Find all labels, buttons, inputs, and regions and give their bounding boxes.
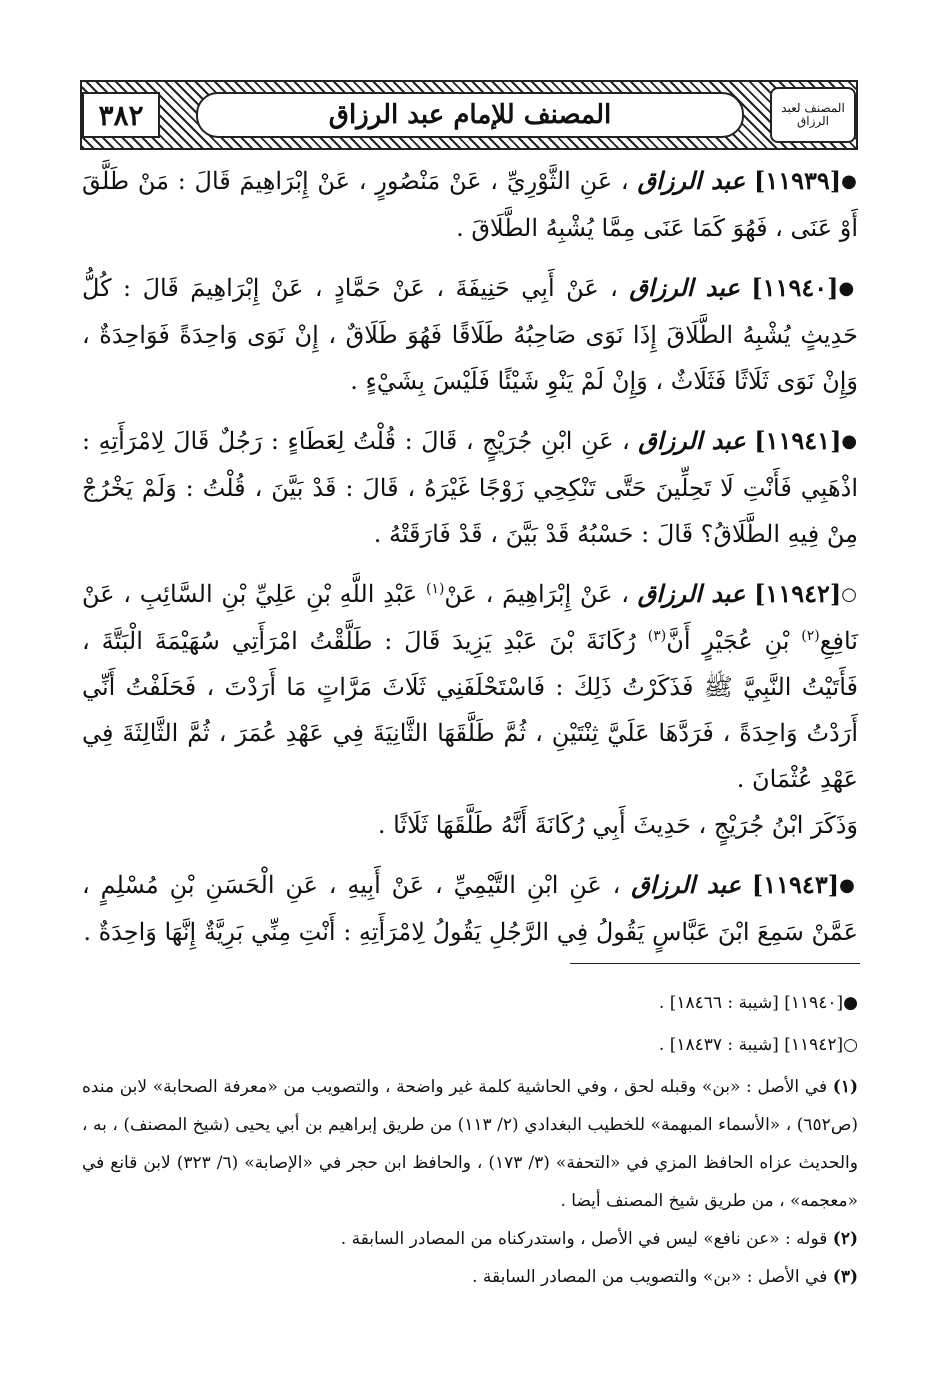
page-number: ٣٨٢ <box>82 92 160 138</box>
hadith-11940 <box>82 265 858 404</box>
footnote-ref-3[interactable]: (٣) <box>647 628 667 644</box>
footnote-text: قوله : «عن نافع» ليس في الأصل ، واستدركناه من المصادر السابقة . <box>340 1229 828 1249</box>
footnote-1 <box>82 1068 858 1220</box>
narrator-name: عبد الرزاق <box>637 579 746 608</box>
bullet-marker: ● <box>841 171 858 192</box>
hadith-text-c: بْنِ عُجَيْرٍ أَنَّ <box>666 627 790 655</box>
source-reference <box>82 1026 858 1064</box>
footnote-label: (٢) <box>832 1229 858 1249</box>
footnote-label: (١) <box>832 1077 858 1097</box>
hadith-number: [١١٩٤٣] <box>751 870 840 899</box>
bullet-marker: ● <box>838 278 859 299</box>
source-reference <box>82 984 858 1022</box>
bullet-marker: ● <box>843 993 858 1013</box>
hadith-text: ، عَنِ ابْنِ التَّيْمِيِّ ، عَنْ أَبِيهِ ، عَنِ الْحَسَنِ بْنِ مُسْلِمٍ ، عَمَّنْ سَمِعَ ابْنَ عَبَّاسٍ يَقُولُ فِي الرَّجُلِ يَقُولُ لِامْرَأَتِهِ : أَنْتِ مِنِّي بَرِيَّةٌ إِنَّهَا وَاحِدَةٌ . <box>82 871 858 946</box>
footnote-text: في الأصل : «بن» والتصويب من المصادر السابقة . <box>472 1267 828 1287</box>
footnote-ref-2[interactable]: (٢) <box>801 628 820 644</box>
hadith-11941 <box>82 418 858 557</box>
title-emblem: المصنف لعبد الرزاق <box>770 87 856 143</box>
footnote-2 <box>82 1220 858 1258</box>
narrator-name: عبد الرزاق <box>629 273 740 302</box>
hadith-text: ، عَنْ أَبِي حَنِيفَةَ ، عَنْ حَمَّادٍ ، عَنْ إِبْرَاهِيمَ قَالَ : كُلُّ حَدِيثٍ يُشْبِهُ الطَّلَاقَ إِذَا نَوَى صَاحِبُهُ طَلَاقًا فَهُوَ طَلَاقٌ ، إِنْ نَوَى وَاحِدَةً فَوَاحِدَةٌ ، وَإِنْ نَوَى ثَلَاثًا فَثَلَاثٌ ، وَإِنْ لَمْ يَنْوِ شَيْئًا فَلَيْسَ بِشَيْءٍ . <box>82 274 858 395</box>
footnote-divider <box>570 963 860 964</box>
footnote-text: في الأصل : «بن» وقبله لحق ، وفي الحاشية كلمة غير واضحة ، والتصويب من «معرفة الصحابة» لابن منده (ص٦٥٢) ، «الأسماء المبهمة» للخطيب البغدادي (٢/ ١١٣) من طريق إبراهيم بن أبي يحيى (شيخ المصنف) ، به ، والحديث عزاه الحافظ المزي في «التحفة» (٣/ ١٧٣) ، والحافظ ابن حجر في «الإصابة» (٦/ ٣٢٣) لابن قانع في «معجمه» ، من طريق شيخ المصنف أيضا . <box>82 1077 858 1211</box>
circle-marker: ○ <box>843 1035 858 1055</box>
hadith-text: ، عَنِ الثَّوْرِيِّ ، عَنْ مَنْصُورٍ ، عَنْ إِبْرَاهِيمَ قَالَ : مَنْ طَلَّقَ أَوْ عَنَى ، فَهُوَ كَمَا عَنَى مِمَّا يُشْبِهُ الطَّلَاقَ . <box>82 167 858 242</box>
hadith-text-a: ، عَنْ إِبْرَاهِيمَ ، عَنْ <box>444 580 629 608</box>
hadith-text-e: وَذَكَرَ ابْنُ جُرَيْجٍ ، حَدِيثَ أَبِي رُكَانَةَ أَنَّهُ طَلَّقَهَا ثَلَاثًا . <box>377 811 858 839</box>
hadith-number: [١١٩٤١] <box>754 426 842 455</box>
narrator-name: عبد الرزاق <box>631 870 742 899</box>
hadith-11939 <box>82 158 858 251</box>
hadith-11942 <box>82 571 858 848</box>
circle-marker: ○ <box>841 584 858 605</box>
hadith-number: [١١٩٣٩] <box>753 166 842 195</box>
footnote-3 <box>82 1258 858 1296</box>
hadith-number: [١١٩٤٢] <box>754 579 842 608</box>
hadith-text-d: رُكَانَةَ بْنَ عَبْدِ يَزِيدَ قَالَ : طَلَّقْتُ امْرَأَتِي سُهَيْمَةَ الْبَتَّةَ ، فَأَتَيْتُ النَّبِيَّ ﷺ فَذَكَرْتُ ذَلِكَ : فَاسْتَحْلَفَنِي ثَلَاثَ مَرَّاتٍ مَا أَرَدْتَ ، فَحَلَفْتُ أَنِّي أَرَدْتُ وَاحِدَةً ، فَرَدَّهَا عَلَيَّ ثِنْتَيْنِ ، ثُمَّ طَلَّقَهَا الثَّانِيَةَ فِي عَهْدِ عُمَرَ ، ثُمَّ الثَّالِثَةَ فِي عَهْدِ عُثْمَانَ . <box>82 627 858 793</box>
hadith-11943 <box>82 862 858 955</box>
page-header <box>80 80 858 150</box>
narrator-name: عبد الرزاق <box>637 166 746 195</box>
hadith-text-b: عَبْدِ اللَّهِ بْنِ عَلِيِّ بْنِ السَّائِبِ ، عَنْ نَافِعِ <box>82 580 858 655</box>
source-text: [١١٩٤٠] [شيبة : ١٨٤٦٦] . <box>658 993 844 1013</box>
footnote-ref-1[interactable]: (١) <box>425 581 445 597</box>
hadith-number: [١١٩٤٠] <box>751 273 839 302</box>
main-text <box>82 158 858 969</box>
source-text: [١١٩٤٢] [شيبة : ١٨٤٣٧] . <box>658 1035 844 1055</box>
bullet-marker: ● <box>839 875 858 896</box>
running-title: المصنف للإمام عبد الرزاق <box>196 92 744 138</box>
narrator-name: عبد الرزاق <box>638 426 746 455</box>
footnotes-section <box>82 984 858 1296</box>
hadith-text: ، عَنِ ابْنِ جُرَيْجٍ ، قَالَ : قُلْتُ لِعَطَاءٍ : رَجُلٌ قَالَ لِامْرَأَتِهِ : اذْهَبِي فَأَنْتِ لَا تَحِلِّينَ حَتَّى تَنْكِحِي زَوْجًا غَيْرَهُ ، قَالَ : قَدْ بَيَّنَ ، قُلْتُ : وَلَمْ يَخْرُجْ مِنْ فِيهِ الطَّلَاقُ؟ قَالَ : حَسْبُهُ قَدْ بَيَّنَ ، قَدْ فَارَقَتْهُ . <box>82 427 858 548</box>
footnote-label: (٣) <box>832 1267 858 1287</box>
bullet-marker: ● <box>841 431 858 452</box>
